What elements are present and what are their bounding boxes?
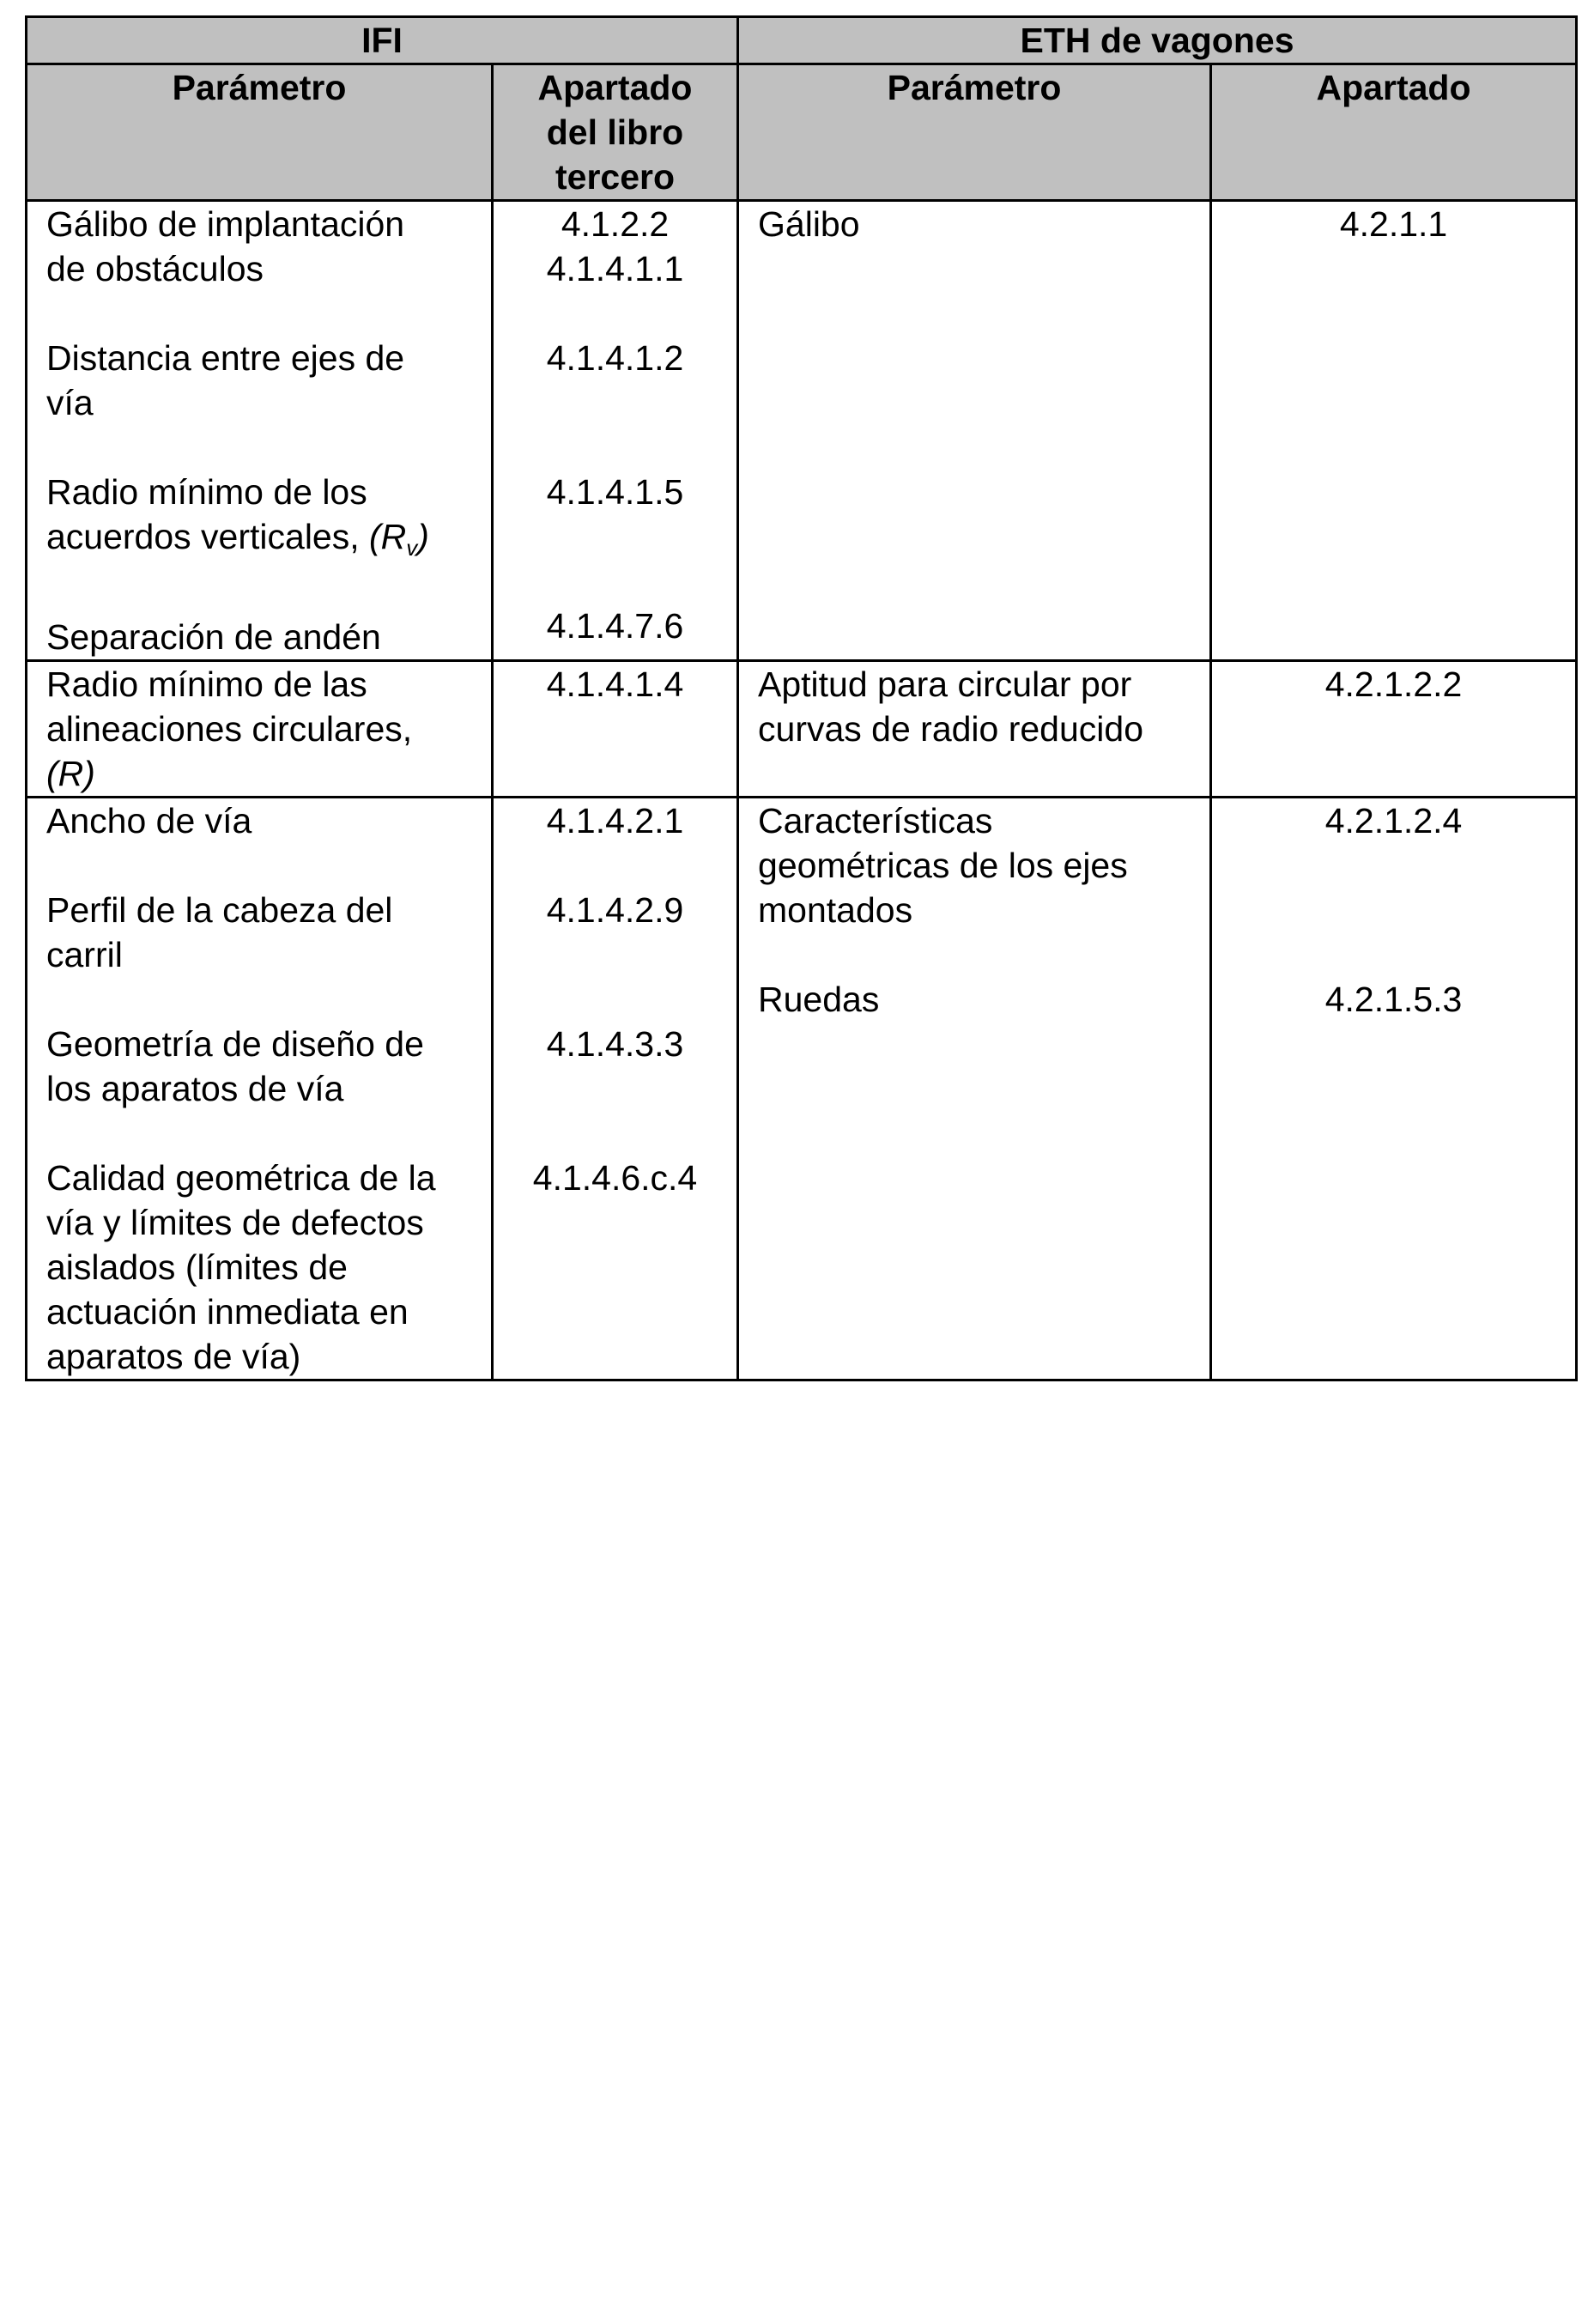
section-number: 4.1.4.6.c.4: [532, 1158, 698, 1198]
parameter-text-line: los aparatos de vía: [46, 1069, 344, 1108]
ifi-section-header-line: del libro: [546, 112, 684, 152]
parameter-text-line: Radio mínimo de los: [46, 472, 367, 512]
parameter-text-line: Ancho de vía: [46, 801, 252, 840]
parameter-item: [46, 1022, 482, 1111]
table-row: [27, 661, 1577, 798]
ifi-parameter-header: Parámetro: [27, 64, 493, 201]
ifi-section-header-line: tercero: [555, 157, 676, 197]
ifi-parameter-cell: [27, 661, 493, 798]
parameter-text-line: Características: [758, 801, 993, 840]
parameter-text-line: vía: [46, 383, 94, 422]
eth-section-cell: [1211, 798, 1577, 1380]
column-header-row: [27, 64, 1577, 201]
parameter-text-line: carril: [46, 935, 123, 974]
parameter-text-line: alineaciones circulares,: [46, 709, 413, 749]
parameter-text-line: Perfil de la cabeza del: [46, 890, 393, 930]
parameter-item: [46, 202, 482, 291]
parameter-text-line: vía y límites de defectos: [46, 1203, 424, 1242]
parameter-text-line: curvas de radio reducido: [758, 709, 1143, 749]
parameter-text-line: aparatos de vía): [46, 1337, 301, 1376]
section-number: 4.1.4.3.3: [546, 1024, 684, 1064]
ifi-section-header: [493, 64, 738, 201]
symbol-open: (R: [369, 517, 407, 556]
parameter-item: [758, 977, 1201, 1022]
eth-parameter-cell: [738, 201, 1211, 661]
ifi-section-header-line: Apartado: [537, 68, 693, 107]
parameter-text-line: de obstáculos: [46, 249, 264, 288]
eth-parameter-cell: [738, 798, 1211, 1380]
ifi-section-cell: [493, 201, 738, 661]
section-number: 4.2.1.2.4: [1324, 801, 1463, 840]
parameter-item: [46, 470, 482, 570]
table-row: [27, 798, 1577, 1380]
eth-section-cell: [1211, 661, 1577, 798]
ifi-parameter-cell: [27, 798, 493, 1380]
section-number: 4.2.1.1: [1339, 204, 1448, 244]
parameter-item: [46, 1156, 482, 1379]
parameter-item: [46, 798, 482, 843]
ifi-section-cell: [493, 798, 738, 1380]
symbol-subscript: v: [406, 535, 418, 561]
parameter-text-line: Geometría de diseño de: [46, 1024, 424, 1064]
variable-symbol: (R): [46, 754, 95, 793]
parameter-text-line: [46, 514, 482, 570]
section-number: 4.1.4.2.1: [546, 801, 684, 840]
table-row: [27, 201, 1577, 661]
symbol-close: ): [417, 517, 429, 556]
parameter-text-line: Separación de andén: [46, 617, 381, 657]
parameter-text-line: montados: [758, 890, 913, 930]
eth-group-header: ETH de vagones: [738, 17, 1577, 64]
parameter-text: acuerdos verticales,: [46, 517, 360, 556]
section-number: 4.1.4.1.4: [546, 664, 684, 704]
parameter-text-line: Calidad geométrica de la: [46, 1158, 436, 1198]
eth-parameter-cell: [738, 661, 1211, 798]
parameter-text-line: Ruedas: [758, 980, 880, 1019]
parameter-item: [758, 798, 1201, 932]
parameter-text-line: Distancia entre ejes de: [46, 338, 405, 378]
eth-section-cell: [1211, 201, 1577, 661]
parameter-text-line: Gálibo de implantación: [46, 204, 405, 244]
eth-parameter-header: Parámetro: [738, 64, 1211, 201]
parameter-text-line: Radio mínimo de las: [46, 664, 367, 704]
group-header-row: [27, 17, 1577, 64]
parameter-text-line: Gálibo: [758, 204, 860, 244]
parameter-text-line: Aptitud para circular por: [758, 664, 1132, 704]
variable-symbol: [369, 517, 429, 561]
parameter-item: [46, 888, 482, 977]
parameter-item: [46, 336, 482, 425]
section-number: 4.2.1.5.3: [1324, 980, 1463, 1019]
parameter-text-line: geométricas de los ejes: [758, 846, 1128, 885]
section-number: 4.1.2.2: [561, 204, 670, 244]
section-number: 4.1.4.2.9: [546, 890, 684, 930]
section-number: 4.1.4.1.5: [546, 472, 684, 512]
ifi-group-header: IFI: [27, 17, 738, 64]
eth-section-header: Apartado: [1211, 64, 1577, 201]
ifi-parameter-cell: [27, 201, 493, 661]
parameter-text-line: aislados (límites de: [46, 1247, 348, 1287]
section-number: 4.2.1.2.2: [1324, 664, 1463, 704]
section-number: 4.1.4.1.2: [546, 338, 684, 378]
ifi-section-cell: [493, 661, 738, 798]
section-number: 4.1.4.1.1: [546, 249, 684, 288]
parameter-item: [46, 615, 482, 659]
parameter-text-line: actuación inmediata en: [46, 1292, 409, 1332]
section-number: 4.1.4.7.6: [546, 606, 684, 646]
parameter-correspondence-table: [25, 15, 1578, 1381]
